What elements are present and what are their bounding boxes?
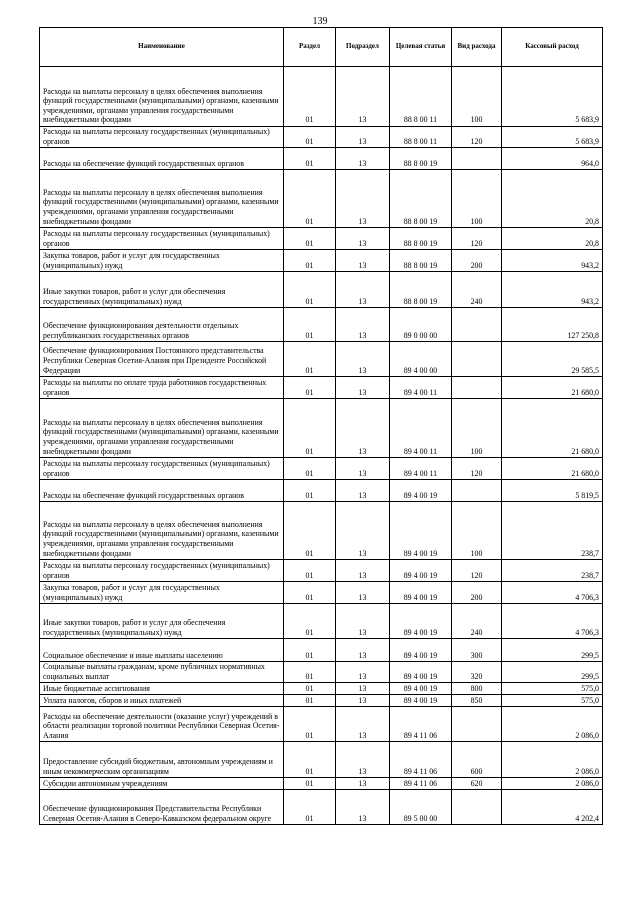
col-header-name: Наименование: [40, 28, 284, 67]
row-name-cell: Расходы на выплаты персоналу государственных (муниципальных) органов: [40, 228, 284, 250]
row-section-cell: 01: [284, 695, 336, 707]
row-name-cell: Закупка товаров, работ и услуг для государственных (муниципальных) нужд: [40, 250, 284, 272]
row-subsection-cell: 13: [336, 170, 390, 228]
table-row: [40, 399, 603, 458]
row-amount-cell: 4 202,4: [502, 790, 603, 825]
row-type-cell: 320: [452, 662, 502, 683]
table-row: [40, 662, 603, 683]
row-subsection-cell: 13: [336, 399, 390, 458]
row-name-cell: Расходы на выплаты персоналу государственных (муниципальных) органов: [40, 560, 284, 582]
row-section-cell: 01: [284, 458, 336, 480]
expenditure-table: [39, 27, 603, 825]
row-target-cell: 89 4 00 00: [390, 342, 452, 377]
row-name-cell: Расходы на выплаты персоналу государственных (муниципальных) органов: [40, 127, 284, 148]
table-row: [40, 639, 603, 662]
row-type-cell: 100: [452, 399, 502, 458]
table-row: [40, 560, 603, 582]
row-subsection-cell: 13: [336, 695, 390, 707]
row-amount-cell: 29 585,5: [502, 342, 603, 377]
row-target-cell: 89 4 00 11: [390, 399, 452, 458]
row-type-cell: 240: [452, 272, 502, 308]
row-amount-cell: 575,0: [502, 695, 603, 707]
row-name-cell: Иные закупки товаров, работ и услуг для обеспечения государственных (муниципальных) нужд: [40, 272, 284, 308]
row-name-cell: Иные бюджетные ассигнования: [40, 683, 284, 695]
row-type-cell: 620: [452, 778, 502, 790]
row-target-cell: 89 4 11 06: [390, 707, 452, 742]
table-row: [40, 148, 603, 170]
row-subsection-cell: 13: [336, 67, 390, 127]
row-type-cell: 100: [452, 502, 502, 560]
row-section-cell: 01: [284, 308, 336, 342]
table-row: [40, 604, 603, 639]
row-amount-cell: 4 706,3: [502, 582, 603, 604]
row-subsection-cell: 13: [336, 272, 390, 308]
row-name-cell: Обеспечение функционирования деятельности отдельных республиканских государственных органов: [40, 308, 284, 342]
row-target-cell: 88 8 00 19: [390, 228, 452, 250]
row-amount-cell: 943,2: [502, 272, 603, 308]
row-name-cell: Расходы на выплаты по оплате труда работников государственных органов: [40, 377, 284, 399]
row-section-cell: 01: [284, 170, 336, 228]
row-name-cell: Предоставление субсидий бюджетным, автономным учреждениям и иным некоммерческим организациям: [40, 742, 284, 778]
row-section-cell: 01: [284, 127, 336, 148]
row-target-cell: 89 4 00 19: [390, 604, 452, 639]
row-section-cell: 01: [284, 502, 336, 560]
row-name-cell: Расходы на выплаты персоналу в целях обеспечения выполнения функций государственными (муниципальными) органами, казенными учреждениями, органами управления государственными внебюджетными фондами: [40, 67, 284, 127]
table-row: [40, 67, 603, 127]
table-row: [40, 683, 603, 695]
row-target-cell: 89 4 00 11: [390, 458, 452, 480]
row-target-cell: 89 4 00 11: [390, 377, 452, 399]
row-amount-cell: 2 086,0: [502, 778, 603, 790]
row-subsection-cell: 13: [336, 342, 390, 377]
table-row: [40, 707, 603, 742]
row-target-cell: 89 4 00 19: [390, 683, 452, 695]
row-subsection-cell: 13: [336, 127, 390, 148]
row-target-cell: 88 8 00 11: [390, 127, 452, 148]
row-name-cell: Расходы на обеспечение функций государственных органов: [40, 148, 284, 170]
row-section-cell: 01: [284, 604, 336, 639]
row-amount-cell: 964,0: [502, 148, 603, 170]
row-type-cell: [452, 342, 502, 377]
row-name-cell: Расходы на выплаты персоналу в целях обеспечения выполнения функций государственными (муниципальными) органами, казенными учреждениями, органами управления государственными внебюджетными фондами: [40, 170, 284, 228]
row-name-cell: Социальные выплаты гражданам, кроме публичных нормативных социальных выплат: [40, 662, 284, 683]
row-name-cell: Социальное обеспечение и иные выплаты населению: [40, 639, 284, 662]
row-target-cell: 89 4 00 19: [390, 502, 452, 560]
row-section-cell: 01: [284, 250, 336, 272]
row-type-cell: 100: [452, 67, 502, 127]
row-target-cell: 89 5 00 00: [390, 790, 452, 825]
row-section-cell: 01: [284, 67, 336, 127]
row-subsection-cell: 13: [336, 662, 390, 683]
row-section-cell: 01: [284, 342, 336, 377]
row-subsection-cell: 13: [336, 458, 390, 480]
table-row: [40, 377, 603, 399]
table-row: [40, 790, 603, 825]
row-section-cell: 01: [284, 228, 336, 250]
row-amount-cell: 5 683,9: [502, 67, 603, 127]
row-type-cell: 120: [452, 228, 502, 250]
table-body: [40, 67, 603, 825]
row-target-cell: 89 4 00 19: [390, 662, 452, 683]
table-row: [40, 272, 603, 308]
table-row: [40, 250, 603, 272]
row-type-cell: 200: [452, 582, 502, 604]
table-row: [40, 308, 603, 342]
row-section-cell: 01: [284, 790, 336, 825]
row-amount-cell: 5 683,9: [502, 127, 603, 148]
row-type-cell: [452, 377, 502, 399]
row-type-cell: 120: [452, 560, 502, 582]
row-section-cell: 01: [284, 560, 336, 582]
row-name-cell: Закупка товаров, работ и услуг для государственных (муниципальных) нужд: [40, 582, 284, 604]
row-section-cell: 01: [284, 480, 336, 502]
table-row: [40, 695, 603, 707]
row-subsection-cell: 13: [336, 560, 390, 582]
row-type-cell: 240: [452, 604, 502, 639]
page-number: 139: [312, 16, 328, 27]
row-section-cell: 01: [284, 148, 336, 170]
row-name-cell: Расходы на выплаты персоналу государственных (муниципальных) органов: [40, 458, 284, 480]
row-section-cell: 01: [284, 683, 336, 695]
row-target-cell: 89 4 00 19: [390, 480, 452, 502]
row-amount-cell: 21 680,0: [502, 377, 603, 399]
row-section-cell: 01: [284, 399, 336, 458]
row-section-cell: 01: [284, 582, 336, 604]
row-name-cell: Обеспечение функционирования Представительства Республики Северная Осетия-Алания в Северо-Кавказском федеральном округе: [40, 790, 284, 825]
row-type-cell: 120: [452, 127, 502, 148]
row-type-cell: [452, 790, 502, 825]
col-header-target: Целевая статья: [390, 28, 452, 67]
table-row: [40, 342, 603, 377]
row-target-cell: 89 4 00 19: [390, 639, 452, 662]
row-section-cell: 01: [284, 377, 336, 399]
row-amount-cell: 238,7: [502, 560, 603, 582]
row-name-cell: Расходы на обеспечение функций государственных органов: [40, 480, 284, 502]
row-target-cell: 89 4 00 19: [390, 582, 452, 604]
row-target-cell: 88 8 00 19: [390, 250, 452, 272]
row-target-cell: 89 4 00 19: [390, 560, 452, 582]
row-name-cell: Расходы на выплаты персоналу в целях обеспечения выполнения функций государственными (муниципальными) органами, казенными учреждениями, органами управления государственными внебюджетными фондами: [40, 399, 284, 458]
row-amount-cell: 2 086,0: [502, 742, 603, 778]
table-header-row: [40, 28, 603, 67]
row-type-cell: [452, 148, 502, 170]
row-subsection-cell: 13: [336, 639, 390, 662]
row-type-cell: [452, 480, 502, 502]
table-row: [40, 778, 603, 790]
row-target-cell: 88 8 00 19: [390, 272, 452, 308]
row-target-cell: 89 4 00 19: [390, 695, 452, 707]
table-row: [40, 127, 603, 148]
row-amount-cell: 943,2: [502, 250, 603, 272]
row-section-cell: 01: [284, 272, 336, 308]
row-subsection-cell: 13: [336, 683, 390, 695]
row-subsection-cell: 13: [336, 250, 390, 272]
row-amount-cell: 21 680,0: [502, 458, 603, 480]
row-target-cell: 88 8 00 19: [390, 170, 452, 228]
row-target-cell: 89 4 11 06: [390, 742, 452, 778]
row-section-cell: 01: [284, 639, 336, 662]
row-subsection-cell: 13: [336, 778, 390, 790]
row-subsection-cell: 13: [336, 502, 390, 560]
col-header-subsection: Подраздел: [336, 28, 390, 67]
row-subsection-cell: 13: [336, 790, 390, 825]
row-type-cell: 850: [452, 695, 502, 707]
row-name-cell: Субсидии автономным учреждениям: [40, 778, 284, 790]
row-name-cell: Иные закупки товаров, работ и услуг для обеспечения государственных (муниципальных) нужд: [40, 604, 284, 639]
table-row: [40, 458, 603, 480]
row-type-cell: 200: [452, 250, 502, 272]
row-amount-cell: 21 680,0: [502, 399, 603, 458]
row-subsection-cell: 13: [336, 377, 390, 399]
row-amount-cell: 299,5: [502, 639, 603, 662]
col-header-type: Вид расхода: [452, 28, 502, 67]
table-row: [40, 170, 603, 228]
row-type-cell: 800: [452, 683, 502, 695]
row-type-cell: [452, 707, 502, 742]
row-amount-cell: 575,0: [502, 683, 603, 695]
table-row: [40, 228, 603, 250]
row-target-cell: 89 4 11 06: [390, 778, 452, 790]
row-subsection-cell: 13: [336, 582, 390, 604]
table-row: [40, 480, 603, 502]
row-amount-cell: 5 819,5: [502, 480, 603, 502]
row-target-cell: 88 8 00 19: [390, 148, 452, 170]
row-name-cell: Расходы на обеспечение деятельности (оказание услуг) учреждений в области реализации торговой политики Республики Северная Осетия-Алания: [40, 707, 284, 742]
row-section-cell: 01: [284, 778, 336, 790]
row-amount-cell: 20,8: [502, 170, 603, 228]
col-header-cash: Кассовый расход: [502, 28, 603, 67]
row-target-cell: 88 8 00 11: [390, 67, 452, 127]
row-subsection-cell: 13: [336, 228, 390, 250]
table-row: [40, 742, 603, 778]
row-target-cell: 89 0 00 00: [390, 308, 452, 342]
row-section-cell: 01: [284, 742, 336, 778]
row-name-cell: Уплата налогов, сборов и иных платежей: [40, 695, 284, 707]
row-subsection-cell: 13: [336, 742, 390, 778]
table-row: [40, 502, 603, 560]
row-subsection-cell: 13: [336, 707, 390, 742]
table-row: [40, 582, 603, 604]
row-amount-cell: 299,5: [502, 662, 603, 683]
row-section-cell: 01: [284, 707, 336, 742]
row-type-cell: 100: [452, 170, 502, 228]
col-header-section: Раздел: [284, 28, 336, 67]
row-type-cell: 120: [452, 458, 502, 480]
row-amount-cell: 20,8: [502, 228, 603, 250]
row-amount-cell: 238,7: [502, 502, 603, 560]
row-name-cell: Расходы на выплаты персоналу в целях обеспечения выполнения функций государственными (муниципальными) органами, казенными учреждениями, органами управления государственными внебюджетными фондами: [40, 502, 284, 560]
row-amount-cell: 4 706,3: [502, 604, 603, 639]
row-subsection-cell: 13: [336, 148, 390, 170]
row-amount-cell: 127 250,8: [502, 308, 603, 342]
row-amount-cell: 2 086,0: [502, 707, 603, 742]
row-subsection-cell: 13: [336, 308, 390, 342]
row-subsection-cell: 13: [336, 604, 390, 639]
row-type-cell: 600: [452, 742, 502, 778]
row-type-cell: [452, 308, 502, 342]
row-subsection-cell: 13: [336, 480, 390, 502]
row-name-cell: Обеспечение функционирования Постоянного представительства Республики Северная Осетия-Алания при Президенте Российской Федерации: [40, 342, 284, 377]
row-section-cell: 01: [284, 662, 336, 683]
row-type-cell: 300: [452, 639, 502, 662]
